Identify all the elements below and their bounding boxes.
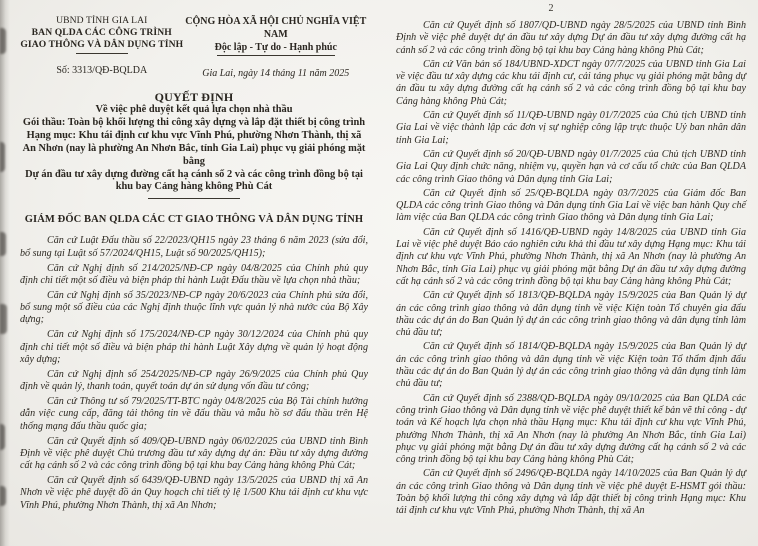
- org-name-line2: GIAO THÔNG VÀ DÂN DỤNG TỈNH: [20, 39, 184, 50]
- authority-heading: GIÁM ĐỐC BAN QLDA CÁC CT GIAO THÔNG VÀ DÂN DỤNG TỈNH: [24, 214, 364, 226]
- org-divider: [76, 53, 128, 54]
- place-and-date: Gia Lai, ngày 14 tháng 11 năm 2025: [202, 68, 350, 79]
- legal-basis-paragraph: Căn cứ Quyết định số 1807/QD-UBND ngày 28/5/2025 của UBND tỉnh Bình Định về việc phê duyệt dự án đầu tư xây dựng Dự án đầu tư xây dựng đường cất hạ cánh số 2 và các công trình đồng bộ tại khu bay Cảng hàng không Phù Cát;: [396, 20, 746, 56]
- legal-basis-paragraph: Căn cứ Văn bản số 184/UBND-XDCT ngày 07/7/2025 của UBND tỉnh Gia Lai về việc đầu tư xây dựng các khu tái định cư, cải táng phục vụ giải phóng mặt bằng dự án đầu tu xây dựng đường cất hạ cánh số 2 và các công trình đồng bộ tại khu bay Cảng hàng không Phù Cát;: [396, 58, 746, 107]
- legal-basis-paragraph: Căn cứ Quyết định số 25/QĐ-BQLDA ngày 03/7/2025 của Giám đốc Ban QLDA các công trình Giao thông và Dân dụng tỉnh Gia Lai về việc ban hành Quy chế làm việc của Ban QLDA các công trình Giao thông và Dân dụng tỉnh Gia Lai;: [396, 187, 746, 224]
- national-motto-line2: Độc lập - Tự do - Hạnh phúc: [214, 42, 337, 53]
- page-1: [0, 0, 378, 546]
- page-2: [378, 0, 758, 546]
- legal-basis-paragraph: Căn cứ Quyết định số 6439/QĐ-UBND ngày 13/5/2025 của UBND thị xã An Nhơn về việc phê duyệt đồ án Quy hoạch chi tiết tỷ lệ 1/500 Khu tái định cư khu vực Vĩnh Phú, phường Nhơn Thành, thị xã An Nhơn;: [20, 475, 368, 511]
- bid-package-line: Gói thầu: Toàn bộ khối lượng thi công xây dựng và lắp đặt thiết bị công trình: [22, 116, 366, 128]
- legal-basis-paragraph: Căn cứ Quyết định số 1814/QĐ-BQLDA ngày 15/9/2025 của Ban Quản lý dự án các công trình giao thông và dân dụng tỉnh về việc Kiện toàn Tổ thẩm định đấu thầu các dự án do Ban Quản lý dự án các công trình giao thông và dân dụng tỉnh làm chủ đầu tư;: [396, 341, 746, 390]
- legal-basis-paragraph: Căn cứ Quyết định số 2496/QĐ-BQLDA ngày 14/10/2025 của Ban Quản lý dự án các công trình Giao thông và Dân dụng tỉnh về việc phê duyệt E-HSMT gói thầu: Toàn bộ khối lượng thi công xây dựng và lắp đặt thiết bị công trình Hạng mục: Khu tái định cư khu vực Vĩnh Phú, phường Nhơn Thành, thị xã An: [396, 468, 746, 517]
- document-header: [20, 15, 368, 79]
- document-number: Số: 3313/QĐ-BQLDA: [56, 65, 148, 76]
- work-item-line: Hạng mục: Khu tái định cư khu vực Vĩnh Phú, phường Nhơn Thành, thị xã An Nhơn (nay là phường An Nhơn Bắc, tỉnh Gia Lai) phục vụ giải phóng mặt bằng: [22, 129, 366, 167]
- legal-basis-paragraph: Căn cứ Nghị định số 214/2025/NĐ-CP ngày 04/8/2025 của Chính phủ quy định chi tiết một số điều và biện pháp thi hành Luật Đấu thầu về lựa chọn nhà thầu;: [20, 262, 368, 286]
- legal-basis-list-page1: [20, 235, 368, 512]
- motto-divider: [217, 55, 335, 56]
- page-number: 2: [548, 3, 554, 14]
- legal-basis-paragraph: Căn cứ Nghị định số 35/2023/NĐ-CP ngày 20/6/2023 của Chính phủ sửa đổi, bổ sung một số điều của các Nghị định thuộc lĩnh vực quản lý nhà nước của Bộ Xây dựng;: [20, 289, 368, 326]
- project-line: Dự án đầu tư xây dựng đường cất hạ cánh số 2 và các công trình đồng bộ tại khu bay Cảng hàng không Phù Cát: [25, 168, 363, 193]
- legal-basis-paragraph: Căn cứ Quyết định số 409/QĐ-UBND ngày 06/02/2025 của UBND tỉnh Bình Định về việc phê duyệt Chủ trương đầu tư xây dựng dự án: Đầu tư xây dựng đường cất hạ cánh số 2 và các công trình đồng bộ tại khu bay Cảng hàng không Phù Cát;: [20, 435, 368, 472]
- legal-basis-paragraph: Căn cứ Quyết định số 20/QĐ-UBND ngày 01/7/2025 của Chủ tịch UBND tỉnh Gia Lai Quy định chức năng, nhiệm vụ, quyền hạn và cơ cấu tổ chức của Ban QLDA các công trình Giao thông và Dân dụng tỉnh Gia Lai;: [396, 148, 746, 185]
- legal-basis-paragraph: Căn cứ Nghị định số 254/2025/NĐ-CP ngày 26/9/2025 của Chính phủ Quy định về quản lý, thanh toán, quyết toán dự án sử dụng vốn đầu tư công;: [20, 368, 368, 393]
- title-divider: [148, 198, 240, 199]
- legal-basis-paragraph: Căn cứ Nghị định số 175/2024/NĐ-CP ngày 30/12/2024 của Chính phủ quy định chi tiết một số điều và biện pháp thi hành Luật Xây dựng về quản lý hoạt động xây dựng;: [20, 329, 368, 365]
- legal-basis-paragraph: Căn cứ Quyết định số 1416/QĐ-UBND ngày 14/8/2025 của UBND tỉnh Gia Lai về việc phê duyệt Báo cáo nghiên cứu khả thi đầu tư xây dựng Hạng mục: Khu tái định cư khu vực Vĩnh Phú, phường Nhơn Thành, thị xã An Nhơn (nay là phường An Nhơn Bắc, tỉnh Gia Lai) phục vụ giải phóng mặt bằng Dự án đầu tư xây dựng đường cất hạ cánh số 2 và các công trình đồng bộ tại khu bay Cảng hàng không Phù Cát;: [396, 226, 746, 287]
- legal-basis-paragraph: Căn cứ Thông tư số 79/2025/TT-BTC ngày 04/8/2025 của Bộ Tài chính hướng dẫn việc cung cấp, đăng tải thông tin về đấu thầu và mẫu hồ sơ đấu thầu trên Hệ thống mạng đấu thầu quốc gia;: [20, 395, 368, 432]
- legal-basis-paragraph: Căn cứ Quyết định số 2388/QD-BQLDA ngày 09/10/2025 của Ban QLDA các công trình Giao thông và Dân dụng tỉnh về việc phê duyệt thiết kế bản vẽ thi công - dự toán và Kế hoạch lựa chọn nhà thầu Hạng mục: Khu tái định cư khu vực Vĩnh Phú, phường Nhơn Thành, thị xã An Nhơn (nay là phường An Nhơn Bắc, tỉnh Gia Lai) phục vụ giải phóng mặt bằng Dự án đầu tư xây dựng đường cất hạ cánh số 2 và các công trình đồng bộ tại khu bay Cảng hàng không Phù Cát;: [396, 392, 747, 466]
- issuing-org-block: [20, 15, 184, 79]
- national-motto-line1: CỘNG HÒA XÃ HỘI CHỦ NGHĨA VIỆT NAM: [185, 16, 367, 40]
- org-parent-name: UBND TỈNH GIA LAI: [56, 15, 148, 26]
- national-motto-block: [184, 15, 368, 79]
- legal-basis-list-page2: [396, 20, 746, 518]
- org-name-line1: BAN QLDA CÁC CÔNG TRÌNH: [31, 27, 172, 38]
- decision-subtitle: Về việc phê duyệt kết quả lựa chọn nhà thầu: [95, 104, 293, 115]
- legal-basis-paragraph: Căn cứ Quyết định số 1813/QĐ-BQLDA ngày 15/9/2025 của Ban Quản lý dự án các công trình giao thông và dân dụng tỉnh về việc Kiện toàn Tổ chuyên gia đấu thầu các dự án do Ban Quản lý dự án các công trình giao thông và dân dụng tỉnh làm chủ đầu tư;: [396, 290, 746, 339]
- legal-basis-paragraph: Căn cứ Luật Đấu thầu số 22/2023/QH15 ngày 23 tháng 6 năm 2023 (sửa đổi, bổ sung tại Luật số 57/2024/QH15, Luật số 90/2025/QH15);: [20, 235, 368, 259]
- legal-basis-paragraph: Căn cứ Quyết định số 11/QĐ-UBND ngày 01/7/2025 của Chủ tịch UBND tỉnh Gia Lai về việc thành lập các đơn vị sự nghiệp công lập trực thuộc Uỷ ban nhân dân tỉnh Gia Lai;: [396, 110, 746, 146]
- decision-title-block: [20, 90, 368, 199]
- decision-title: QUYẾT ĐỊNH: [154, 90, 234, 104]
